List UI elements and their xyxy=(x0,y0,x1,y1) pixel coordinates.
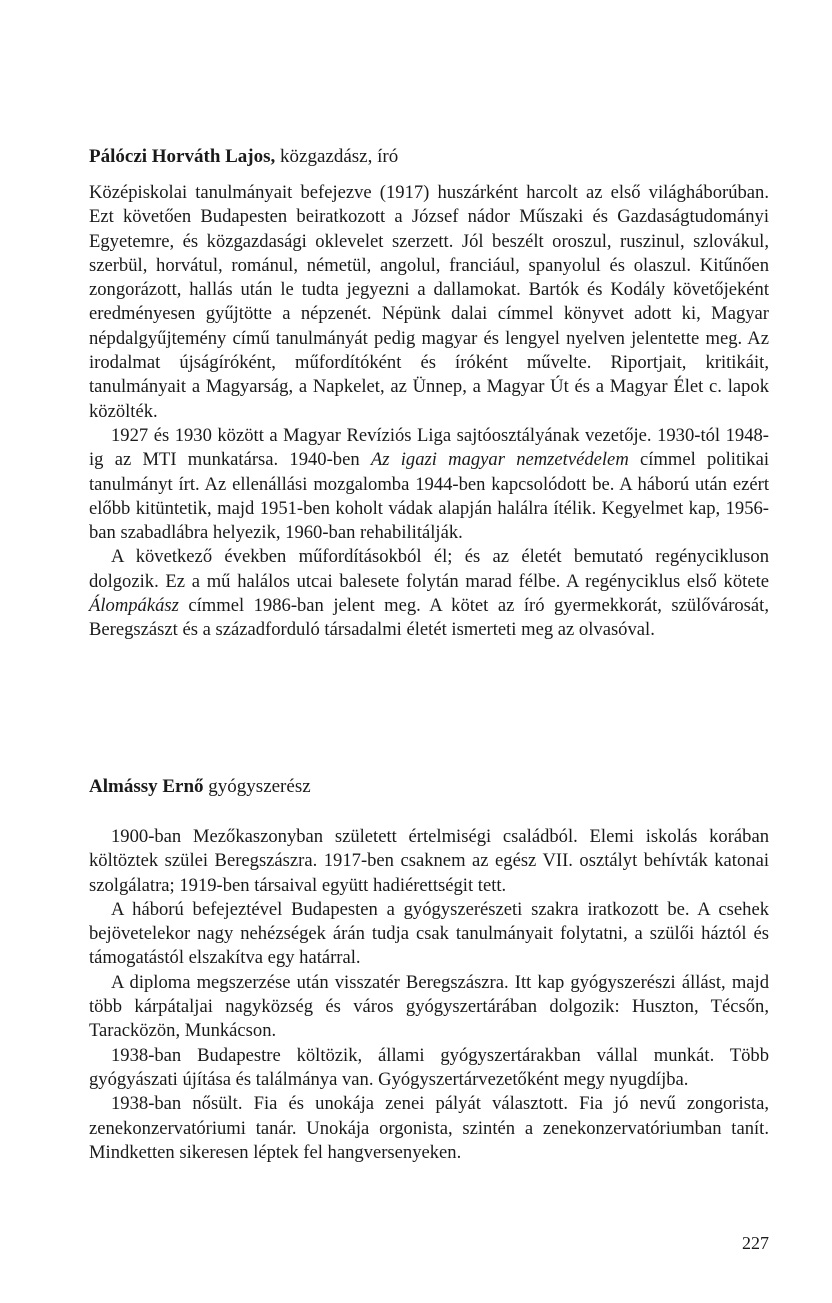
entry-heading xyxy=(89,145,769,169)
entry-body xyxy=(89,825,769,1165)
entry-heading xyxy=(89,775,769,799)
biography-entry xyxy=(89,145,769,643)
paragraph: Középiskolai tanulmányait befejezve (1917) huszárként harcolt az első világháborúban. Ezt követően Budapesten beiratkozott a József nádor Műszaki és Gazdaságtudományi Egyetemre, és közgazdasági oklevelet szerzett. Jól beszélt oroszul, ruszinul, szlovákul, szerbül, horvátul, románul, németül, angolul, franciául, spanyolul és olaszul. Kitűnően zongorázott, hallás után le tudta jegyezni a dallamokat. Bartók és Kodály követőjeként eredményesen gyűjtötte a népzenét. Népünk dalai címmel könyvet adott ki, Magyar népdalgyűjtemény című tanulmányát pedig magyar és lengyel nyelven jelentette meg. Az irodalmat újságíróként, műfordítóként és íróként művelte. Riportjait, kritikáit, tanulmányait a Magyarság, a Napkelet, az Ünnep, a Magyar Út és a Magyar Élet c. lapok közölték. xyxy=(89,182,769,422)
person-name: Pálóczi Horváth Lajos, xyxy=(89,146,276,167)
paragraph: 1938-ban Budapestre költözik, állami gyógyszertárakban vállal munkát. Több gyógyászati újítása és találmánya van. Gyógyszertárvezetőként megy nyugdíjba. xyxy=(89,1044,769,1090)
paragraph: 1927 és 1930 között a Magyar Revíziós Liga sajtóosztályának vezetője. 1930-tól 1948-ig az MTI munkatársa. 1940-ben Az igazi magyar nemzetvédelem címmel politikai tanulmányt írt. Az ellenállási mozgalomba 1944-ben kapcsolódott be. A háború után ezért előbb kitüntetik, majd 1951-ben koholt vádak alapján halálra ítélik. Kegyelmet kap, 1956-ban szabadlábra helyezik, 1960-ban rehabilitálják. xyxy=(89,424,769,544)
paragraph: A háború befejeztével Budapesten a gyógyszerészeti szakra iratkozott be. A csehek bejövetelekor nagy nehézségek árán tudja csak tanulmányait folytatni, a szülői háztól és támogatástól elszakítva egy határral. xyxy=(89,898,769,969)
paragraph: 1938-ban nősült. Fia és unokája zenei pályát választott. Fia jó nevű zongorista, zenekonzervatóriumi tanár. Unokája orgonista, szintén a zenekonzervatóriumban tanít. Mindketten sikeresen léptek fel hangversenyeken. xyxy=(89,1093,769,1163)
book-title: Álompákász xyxy=(89,595,179,617)
person-role: gyógyszerész xyxy=(203,776,311,797)
person-name: Almássy Ernő xyxy=(89,776,204,797)
page-number: 227 xyxy=(742,1233,769,1253)
biography-entry xyxy=(89,775,769,1165)
person-role: közgazdász, író xyxy=(275,146,399,167)
paragraph: A következő években műfordításokból él; és az életét bemutató regénycikluson dolgozik. Ez a mű halálos utcai balesete folytán marad félbe. A regényciklus első kötete Álompákász címmel 1986-ban jelent meg. A kötet az író gyermekkorát, szülővárosát, Beregszászt és a századforduló társadalmi életét ismerteti meg az olvasóval. xyxy=(89,546,769,641)
paragraph: 1900-ban Mezőkaszonyban született értelmiségi családból. Elemi iskolás korában költöztek szülei Beregszászra. 1917-ben csaknem az egész VII. osztályt behívták katonai szolgálatra; 1919-ben társaival együtt hadiérettségit tett. xyxy=(89,826,769,896)
paragraph: A diploma megszerzése után visszatér Beregszászra. Itt kap gyógyszerészi állást, majd több kárpátaljai nagyközség és város gyógyszertárában dolgozik: Huszton, Técsőn, Taracközön, Munkácson. xyxy=(89,971,769,1042)
entry-body xyxy=(89,181,769,643)
book-title: Az igazi magyar nemzetvédelem xyxy=(370,449,629,471)
